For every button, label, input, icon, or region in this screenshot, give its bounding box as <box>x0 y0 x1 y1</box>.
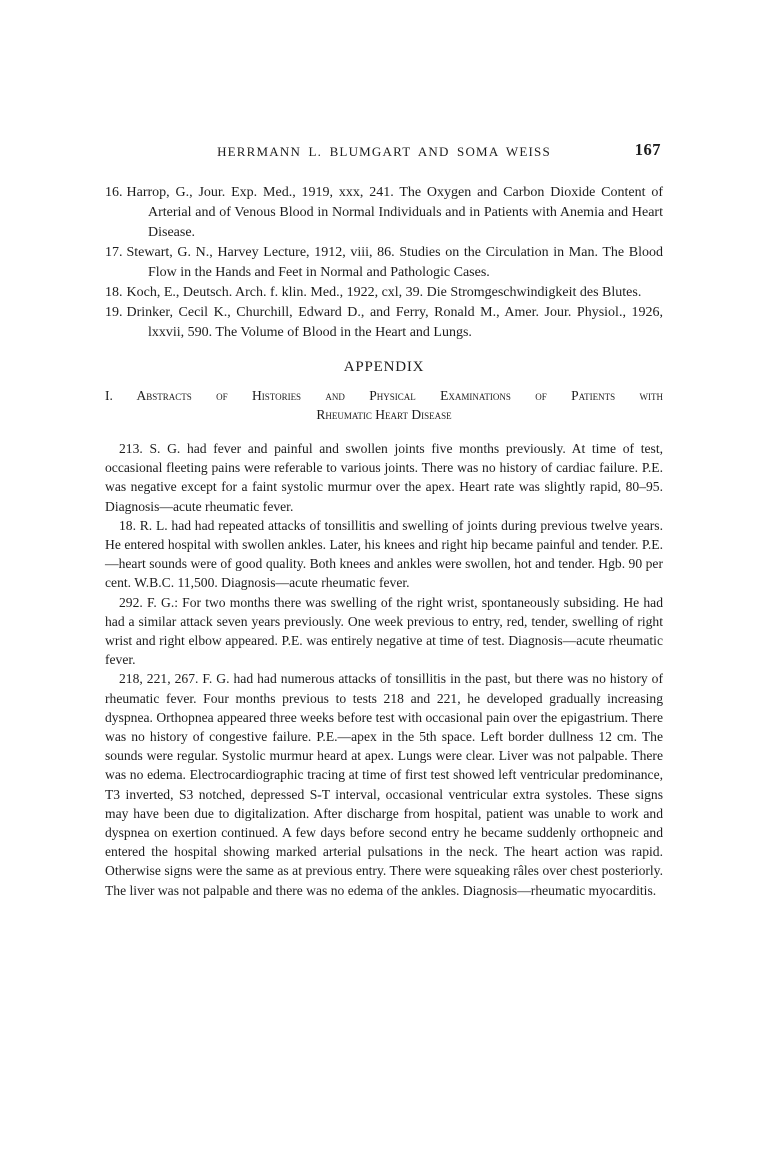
section-heading-line2: Rheumatic Heart Disease <box>316 407 452 422</box>
page-number: 167 <box>634 140 661 159</box>
case-abstract-paragraph: 213. S. G. had fever and painful and swollen joints five months previously. At time of test, occasional fleeting pains were referable to various joints. There was no history of cardiac failure. P.E. was negative except for a faint systolic murmur over the apex. Heart rate was slightly rapid, 80–95. Diagnosis—acute rheumatic fever. <box>105 441 663 514</box>
case-abstracts <box>105 439 663 900</box>
reference-number: 16. <box>105 185 123 200</box>
reference-entry <box>105 243 663 283</box>
running-head <box>105 140 663 165</box>
reference-entry <box>105 303 663 343</box>
reference-text: Drinker, Cecil K., Churchill, Edward D., and Ferry, Ronald M., Amer. Jour. Physiol., 1926, lxxvii, 590. The Volume of Blood in the Heart and Lungs. <box>126 305 663 340</box>
page-content <box>105 140 664 900</box>
case-abstract-paragraph: 218, 221, 267. F. G. had had numerous attacks of tonsillitis in the past, but there was no history of rheumatic fever. Four months previous to tests 218 and 221, he developed gradually increasing dyspnea. Orthopnea appeared three weeks before test with occasional pain over the epigastrium. There was no history of congestive failure. P.E.—apex in the 5th space. Left border dullness 12 cm. The sounds were regular. Systolic murmur heard at apex. Lungs were clear. Liver was not palpable. There was no edema. Electrocardiographic tracing at time of first test showed left ventricular predominance, T3 inverted, S3 notched, depressed S-T interval, occasional ventricular extra systoles. These signs may have been due to digitalization. After discharge from hospital, patient was unable to work and dyspnea on exertion continued. A few days before second entry he became suddenly orthopneic and entered the hospital showing marked arterial pulsations in the neck. The heart action was rapid. Otherwise signs were the same as at previous entry. There were squeaking râles over chest posteriorly. The liver was not palpable and there was no edema of the ankles. Diagnosis—rheumatic myocarditis. <box>105 671 664 898</box>
reference-text: Koch, E., Deutsch. Arch. f. klin. Med., 1922, cxl, 39. Die Stromgeschwindigkeit des Blutes. <box>126 285 642 300</box>
appendix-section-heading <box>105 386 663 424</box>
reference-text: Stewart, G. N., Harvey Lecture, 1912, viii, 86. Studies on the Circulation in Man. The Blood Flow in the Hands and Feet in Normal and Pathologic Cases. <box>126 245 663 280</box>
running-title: HERRMANN L. BLUMGART AND SOMA WEISS <box>217 144 551 159</box>
reference-text: Harrop, G., Jour. Exp. Med., 1919, xxx, 241. The Oxygen and Carbon Dioxide Content of Arterial and of Venous Blood in Normal Individuals and in Patients with Anemia and Heart Disease. <box>126 185 663 240</box>
reference-entry <box>105 283 663 303</box>
case-abstract-paragraph: 18. R. L. had had repeated attacks of tonsillitis and swelling of joints during previous twelve years. He entered hospital with swollen ankles. Later, his knees and right hip became painful and tender. P.E.—heart sounds were of good quality. Both knees and ankles were swollen, hot and tender. Hgb. 90 per cent. W.B.C. 11,500. Diagnosis—acute rheumatic fever. <box>105 517 663 591</box>
case-abstract-paragraph: 292. F. G.: For two months there was swelling of the right wrist, spontaneously subsiding. He had had a similar attack seven years previously. One week previous to entry, red, tender, swelling of right wrist and right elbow appeared. P.E. was entirely negative at time of test. Diagnosis—acute rheumatic fever. <box>105 594 663 668</box>
reference-list <box>105 183 663 343</box>
reference-number: 18. <box>105 285 123 300</box>
appendix-title: APPENDIX <box>343 359 425 375</box>
reference-number: 17. <box>105 245 123 260</box>
reference-number: 19. <box>105 305 123 320</box>
reference-entry <box>105 183 663 243</box>
section-heading-line1: I. Abstracts of Histories and Physical Examinations of Patients with <box>105 388 663 403</box>
